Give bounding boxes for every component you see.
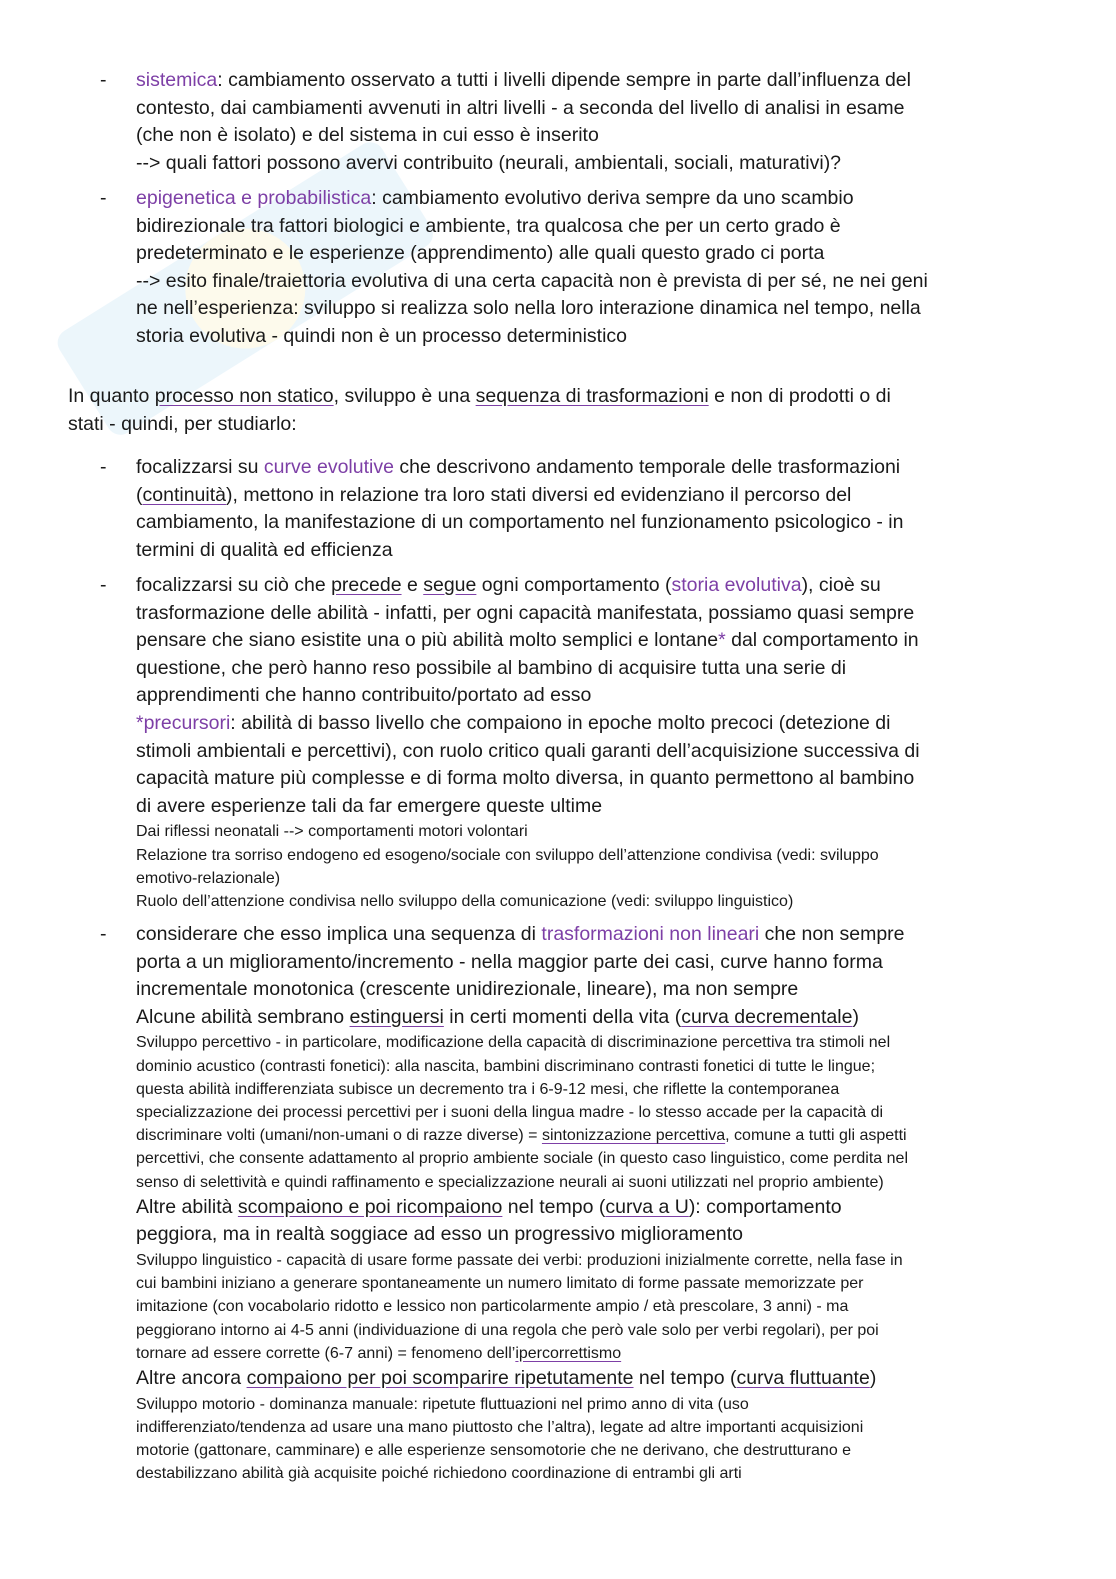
bullet-sistemica: sistemica: cambiamento osservato a tutti i livelli dipende sempre in parte dall’influenza del contesto, dai cambiamenti avvenuti in altri livelli - a seconda del livello di analisi in esame (che non è isolato) e del sistema in cui esso è inserito --> quali fattori possono avervi contribuito (neurali, ambientali, sociali, maturativi)?: [136, 69, 911, 174]
bullet-trasformazioni-non-lineari: considerare che esso implica una sequenza di trasformazioni non lineari che non sempre porta a un miglioramento/incremento - nella maggior parte dei casi, curve hanno forma incrementale monotonica (crescente unidirezionale, lineare), ma non sempre Alcune abilità sembrano estinguersi in certi momenti della vita (curva decrementale) Sviluppo percettivo - in particolare, modificazione della capacità di discriminazione percettiva tra stimoli nel dominio acustico (contrasti fonetici): alla nascita, bambini discriminano contrasti fonetici di tutte le lingue; questa abilità indifferenziata subisce un decremento tra i 6-9-12 mesi, che riflette la contemporanea specializzazione dei processi percettivi per i suoni della lingua madre - lo stesso accade per la capacità di discriminare volti (umani/non-umani o di razze diverse) = sintonizzazione percettiva, comune a tutti gli aspetti percettivi, che consente adattamento al proprio ambiente sociale (in questo caso linguistico, come perdita nel senso di selettività e quindi raffinamento e specializzazione neurali ai suoni utilizzati nel proprio ambiente) Altre abilità scompaiono e poi ricompaiono nel tempo (curva a U): comportamento peggiora, ma in realtà soggiace ad esso un progressivo miglioramento Sviluppo linguistico - capacità di usare forme passate dei verbi: produzioni inizialmente corrette, nella fase in cui bambini iniziano a generare spontaneamente un numero limitato di forme passate memorizzate per imitazione (con vocabolario ridotto e lessico non particolarmente ampio / età prescolare, 3 anni) - ma peggiorano intorno ai 4-5 anni (individuazione di una regola che però vale solo per verbi regolari), per poi tornare ad essere corrette (6-7 anni) = fenomeno dell’ipercorrettismo Altre ancora compaiono per poi scomparire ripetutamente nel tempo (curva fluttuante) Sviluppo motorio - dominanza manuale: ripetute fluttuazioni nel primo anno di vita (uso indifferenziato/tendenza ad usare una mano piuttosto che l’altra), legate ad altre importanti acquisizioni motorie (gattonare, camminare) e alle esperienze sensomotorie che ne derivano, che destrutturano e destabilizzano abilità già acquisite poiché richiedono coordinazione di entrambi gli arti: [136, 923, 908, 1483]
bullet-curve-evolutive: focalizzarsi su curve evolutive che descrivono andamento temporale delle trasformazioni (continuità), mettono in relazione tra loro stati diversi ed evidenziano il percorso del cambiamento, la manifestazione di un comportamento nel funzionamento psicologico - in termini di qualità ed efficienza: [136, 456, 904, 561]
bullet-dash: -: [100, 187, 107, 209]
term: sistemica: [136, 69, 218, 91]
bullet-dash: -: [100, 456, 107, 478]
bullet-dash: -: [100, 923, 107, 945]
bullet-dash: -: [100, 69, 107, 91]
bullet-epigenetica: epigenetica e probabilistica: cambiamento evolutivo deriva sempre da uno scambio bidirezionale tra fattori biologici e ambiente, tra qualcosa che per un certo grado è predeterminato e le esperienze (apprendimento) alle quali questo grado ci porta --> esito finale/traiettoria evolutiva di una certa capacità non è prevista di per sé, ne nei geni ne nell’esperienza: sviluppo si realizza solo nella loro interazione dinamica nel tempo, nella storia evolutiva - quindi non è un processo deterministico: [136, 187, 928, 347]
bullet-dash: -: [100, 574, 107, 596]
intro-paragraph: In quanto processo non statico, sviluppo è una sequenza di trasformazioni e non di prodotti o di stati - quindi, per studiarlo:: [68, 385, 891, 435]
term: epigenetica e probabilistica: [136, 187, 372, 209]
bullet-storia-evolutiva: focalizzarsi su ciò che precede e segue ogni comportamento (storia evolutiva), cioè su trasformazione delle abilità - infatti, per ogni capacità manifestata, possiamo quasi sempre pensare che siano esistite una o più abilità molto semplici e lontane* dal comportamento in questione, che però hanno reso possibile al bambino di acquisire tutta una serie di apprendimenti che hanno contribuito/portato ad esso *precursori: abilità di basso livello che compaiono in epoche molto precoci (detezione di stimoli ambientali e percettivi), con ruolo critico quali garanti dell’acquisizione successiva di capacità mature più complesse e di forma molto diversa, in quanto permettono al bambino di avere esperienze tali da far emergere queste ultime Dai riflessi neonatali --> comportamenti motori volontari Relazione tra sorriso endogeno ed esogeno/sociale con sviluppo dell’attenzione condivisa (vedi: sviluppo emotivo-relazionale) Ruolo dell’attenzione condivisa nello sviluppo della comunicazione (vedi: sviluppo linguistico): [136, 574, 920, 910]
